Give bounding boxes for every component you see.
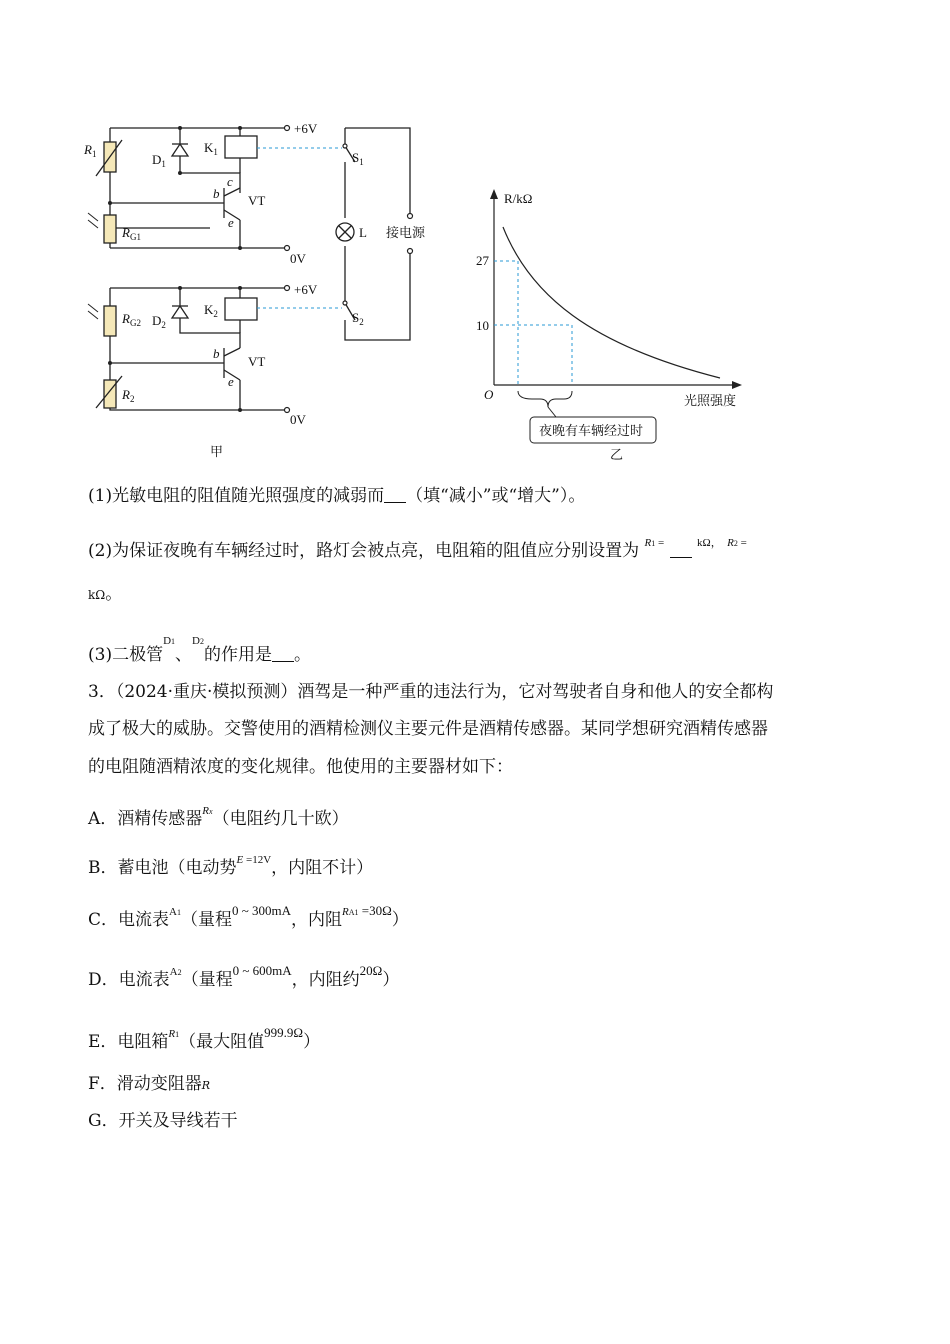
plus6v-top-label: +6V [294, 121, 318, 136]
vt-bot-label: VT [248, 354, 266, 369]
b-bot-label: b [213, 346, 220, 361]
q2-r1: R1 = [644, 537, 665, 549]
question-2-cont [88, 586, 122, 603]
y-axis-label: R/kΩ [504, 191, 533, 206]
rg1-sub: G1 [129, 232, 141, 242]
problem3-stem-2: 成了极大的威胁。交警使用的酒精检测仪主要元件是酒精传感器。某同学想研究酒精传感器 [88, 719, 768, 739]
problem3-stem-1: 3．（2024·重庆·模拟预测）酒驾是一种严重的违法行为，它对驾驶者自身和他人的安全都构 [88, 682, 774, 702]
e-top-label: e [228, 215, 234, 230]
option-a: A．酒精传感器$^{Rx}$（电阻约几十欧） [88, 805, 349, 829]
svg-text:D1 [152, 152, 166, 169]
option-f: F．滑动变阻器R [88, 1074, 211, 1094]
svg-text:K1 [204, 140, 218, 157]
q3-end: 。 [294, 645, 311, 665]
s1-sub: 1 [359, 157, 364, 167]
rg2-label: R [122, 311, 130, 326]
q1-tail: （填“减小”或“增大”）。 [406, 486, 586, 506]
c-top-label: c [227, 174, 233, 189]
q2-blank-1 [670, 543, 692, 558]
e-bot-label: e [228, 374, 234, 389]
power-label: 接电源 [386, 225, 426, 240]
figure-yi-caption: 乙 [610, 447, 624, 462]
option-b: B．蓄电池（电动势$^{E =12V}$，内阻不计） [88, 854, 374, 878]
k2-label: K [204, 302, 214, 317]
question-1 [88, 488, 585, 505]
s2-label: S [352, 310, 360, 325]
d2-label: D [152, 313, 162, 328]
callout-text: 夜晚有车辆经过时 [539, 423, 644, 438]
b-top-label: b [213, 186, 220, 201]
origin-label: O [484, 387, 494, 402]
svg-text:D2 [152, 313, 166, 330]
option-c: C．电流表$^{A1}$（量程$^{0 \sim 300mA}$，内阻$^{RA1 =30\Omega}$） [88, 903, 409, 930]
figure-jia-caption: 甲 [210, 444, 224, 459]
svg-text:R2 [121, 387, 134, 404]
q2-text: (2)为保证夜晚有车辆经过时，路灯会被点亮，电阻箱的阻值应分别设置为 [88, 541, 640, 561]
q3-blank [272, 647, 294, 662]
resistance-graph [470, 185, 750, 465]
question-3 [88, 636, 311, 664]
d2-sub: 2 [161, 320, 166, 330]
k1-label: K [204, 140, 214, 155]
k2-sub: 2 [213, 309, 218, 319]
rg1-label: R [122, 225, 130, 240]
s2-sub: 2 [359, 317, 364, 327]
q2-r2: R2 = [727, 537, 747, 549]
q3-text: (3)二极管 [88, 645, 164, 665]
zero-bot-label: 0V [290, 412, 306, 427]
q3-d1: D1 [163, 635, 176, 647]
question-2 [88, 538, 747, 560]
option-e: E．电阻箱$^{R1}$（最大阻值$^{999.9\Omega}$） [88, 1025, 321, 1052]
plus6v-bot-label: +6V [294, 282, 318, 297]
option-d: D．电流表$^{A2}$（量程$^{0 \sim 600mA}$，内阻约$^{20\Omega}$） [88, 963, 400, 990]
q3-tail: 的作用是 [204, 645, 272, 665]
tick-10: 10 [476, 318, 489, 333]
svg-text:RG2 [121, 311, 141, 328]
r1-sub: 1 [91, 149, 97, 159]
r1-label: R [84, 142, 92, 157]
option-g: G．开关及导线若干 [88, 1111, 238, 1131]
svg-text:S1 [352, 150, 364, 167]
d1-sub: 1 [161, 159, 166, 169]
tick-27: 27 [476, 253, 489, 268]
zero-top-label: 0V [290, 251, 306, 266]
q2-unit-1: kΩ， [697, 537, 722, 549]
q1-blank [384, 488, 406, 503]
circuit-diagram [80, 118, 450, 463]
lamp-label: L [359, 225, 367, 240]
r2-label: R [122, 387, 130, 402]
q3-d2: D2 [192, 635, 204, 647]
q2-end: 。 [105, 584, 123, 604]
problem3-stem-3: 的电阻随酒精浓度的变化规律。他使用的主要器材如下： [88, 757, 513, 777]
svg-text:R1 [83, 142, 96, 159]
vt-top-label: VT [248, 193, 266, 208]
rg2-sub: G2 [129, 318, 141, 328]
q1-text: (1)光敏电阻的阻值随光照强度的减弱而 [88, 486, 385, 506]
resistance-curve [503, 227, 720, 378]
d1-label: D [152, 152, 162, 167]
x-axis-label: 光照强度 [684, 393, 737, 408]
q3-sep: 、 [175, 645, 193, 665]
svg-text:S2 [352, 310, 364, 327]
q2-unit-2: kΩ [88, 588, 106, 602]
k1-sub: 1 [213, 147, 218, 157]
s1-label: S [352, 150, 360, 165]
svg-text:K2 [204, 302, 218, 319]
r2-sub: 2 [129, 394, 135, 404]
